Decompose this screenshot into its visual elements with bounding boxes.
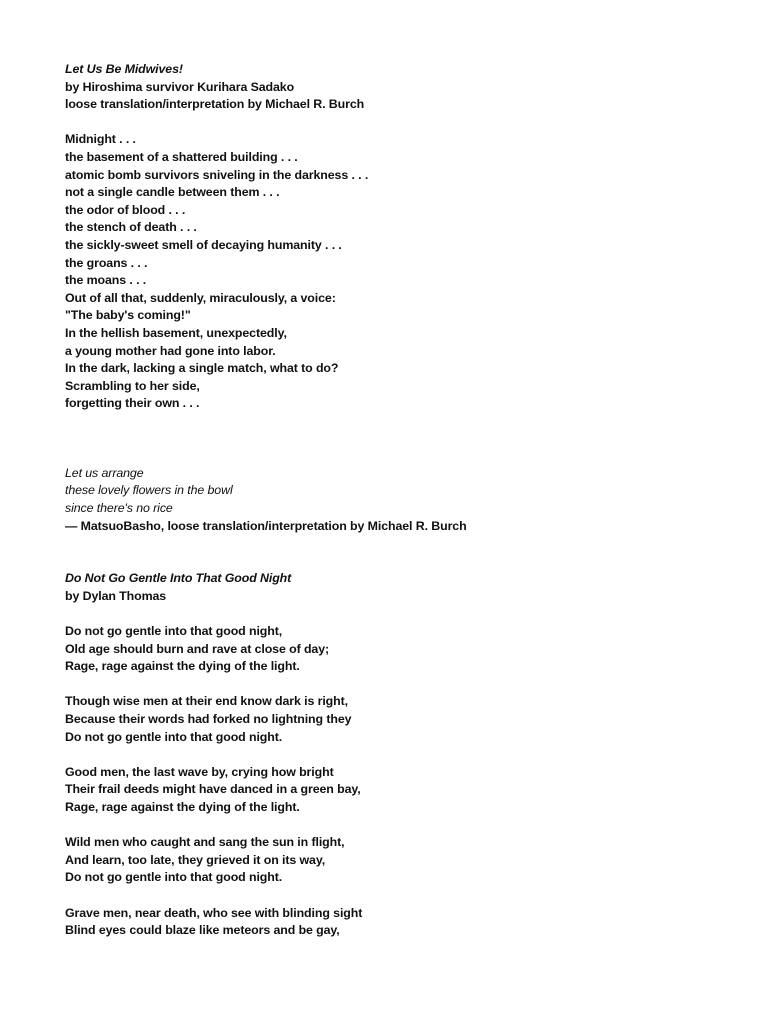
haiku-line: since there's no rice <box>65 501 173 516</box>
stanza <box>65 834 705 887</box>
poem-line: the stench of death . . . <box>65 220 197 235</box>
stanza <box>65 623 705 676</box>
poem-line: Their frail deeds might have danced in a green bay, <box>65 782 361 797</box>
document-page <box>65 61 705 940</box>
poem-line: the moans . . . <box>65 273 147 288</box>
stanza <box>65 764 705 817</box>
poem-line: In the hellish basement, unexpectedly, <box>65 325 287 340</box>
poem-title: Do Not Go Gentle Into That Good Night <box>65 571 292 586</box>
haiku-line: Let us arrange <box>65 465 144 480</box>
poem-byline: by Hiroshima survivor Kurihara Sadako <box>65 79 295 94</box>
poem-line: Do not go gentle into that good night. <box>65 729 283 744</box>
poem-line: forgetting their own . . . <box>65 396 200 411</box>
poem-line: atomic bomb survivors sniveling in the darkness . . . <box>65 167 369 182</box>
poem-do-not-go-gentle <box>65 570 705 939</box>
poem-line: the basement of a shattered building . . . <box>65 149 298 164</box>
poem-line: Good men, the last wave by, crying how bright <box>65 764 334 779</box>
poem-line: the groans . . . <box>65 255 148 270</box>
poem-line: "The baby's coming!" <box>65 308 191 323</box>
poem-let-us-be-midwives <box>65 61 705 413</box>
poem-line: Because their words had forked no lightning they <box>65 712 352 726</box>
poem-line: Blind eyes could blaze like meteors and be gay, <box>65 923 340 938</box>
poem-line: Rage, rage against the dying of the light. <box>65 799 300 814</box>
poem-line: a young mother had gone into labor. <box>65 343 276 358</box>
stanza <box>65 693 705 746</box>
poem-line: Do not go gentle into that good night. <box>65 870 283 885</box>
haiku-basho <box>65 465 705 535</box>
stanza <box>65 905 705 940</box>
poem-line: Out of all that, suddenly, miraculously, a voice: <box>65 290 336 305</box>
poem-translation-credit: loose translation/interpretation by Michael R. Burch <box>65 97 365 112</box>
poem-line: Old age should burn and rave at close of day; <box>65 641 330 656</box>
poem-line: Grave men, near death, who see with blinding sight <box>65 905 363 920</box>
poem-title: Let Us Be Midwives! <box>65 62 183 76</box>
poem-byline: by Dylan Thomas <box>65 588 167 603</box>
poem-line: the sickly-sweet smell of decaying humanity . . . <box>65 237 342 252</box>
haiku-line: these lovely flowers in the bowl <box>65 483 233 498</box>
poem-line: And learn, too late, they grieved it on its way, <box>65 852 326 867</box>
poem-line: Scrambling to her side, <box>65 378 200 393</box>
poem-line: Though wise men at their end know dark is right, <box>65 694 348 709</box>
poem-line: Rage, rage against the dying of the light. <box>65 659 300 674</box>
poem-line: Midnight . . . <box>65 132 136 147</box>
poem-line: not a single candle between them . . . <box>65 185 280 200</box>
poem-line: Wild men who caught and sang the sun in flight, <box>65 835 345 850</box>
haiku-attribution: — MatsuoBasho, loose translation/interpretation by Michael R. Burch <box>65 518 467 533</box>
poem-line: the odor of blood . . . <box>65 202 186 217</box>
poem-line: Do not go gentle into that good night, <box>65 624 283 639</box>
poem-line: In the dark, lacking a single match, what to do? <box>65 361 339 376</box>
